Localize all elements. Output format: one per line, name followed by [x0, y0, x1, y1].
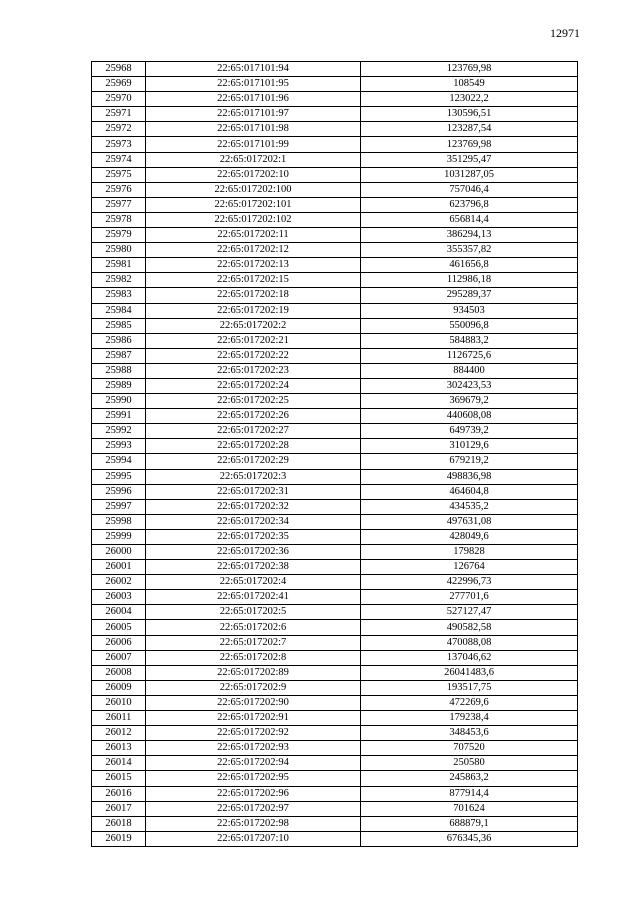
cadastral-value-cell: 348453,6 — [361, 726, 578, 741]
row-number-cell: 26001 — [92, 560, 146, 575]
cadastral-number-cell: 22:65:017101:99 — [146, 137, 361, 152]
cadastral-value-cell: 679219,2 — [361, 454, 578, 469]
cadastral-value-cell: 884400 — [361, 363, 578, 378]
table-row — [92, 711, 578, 726]
table-row — [92, 756, 578, 771]
cadastral-number-cell: 22:65:017202:96 — [146, 786, 361, 801]
row-number-cell: 25975 — [92, 167, 146, 182]
row-number-cell: 26009 — [92, 680, 146, 695]
table-row — [92, 92, 578, 107]
row-number-cell: 26017 — [92, 801, 146, 816]
cadastral-number-cell: 22:65:017202:6 — [146, 620, 361, 635]
cadastral-number-cell: 22:65:017202:102 — [146, 212, 361, 227]
row-number-cell: 25996 — [92, 484, 146, 499]
cadastral-number-cell: 22:65:017202:93 — [146, 741, 361, 756]
cadastral-number-cell: 22:65:017202:41 — [146, 590, 361, 605]
table-row — [92, 514, 578, 529]
table-row — [92, 469, 578, 484]
table-row — [92, 197, 578, 212]
table-row — [92, 560, 578, 575]
row-number-cell: 25988 — [92, 363, 146, 378]
cadastral-number-cell: 22:65:017202:100 — [146, 182, 361, 197]
row-number-cell: 25972 — [92, 122, 146, 137]
cadastral-number-cell: 22:65:017202:2 — [146, 318, 361, 333]
cadastral-number-cell: 22:65:017202:8 — [146, 650, 361, 665]
cadastral-number-cell: 22:65:017202:1 — [146, 152, 361, 167]
row-number-cell: 25968 — [92, 62, 146, 77]
cadastral-value-cell: 126764 — [361, 560, 578, 575]
table-row — [92, 650, 578, 665]
row-number-cell: 25989 — [92, 378, 146, 393]
cadastral-value-cell: 490582,58 — [361, 620, 578, 635]
row-number-cell: 25983 — [92, 288, 146, 303]
cadastral-number-cell: 22:65:017202:98 — [146, 816, 361, 831]
cadastral-number-cell: 22:65:017202:95 — [146, 771, 361, 786]
table-row — [92, 77, 578, 92]
cadastral-value-cell: 302423,53 — [361, 378, 578, 393]
table-row — [92, 816, 578, 831]
table-row — [92, 122, 578, 137]
table-row — [92, 484, 578, 499]
row-number-cell: 25987 — [92, 348, 146, 363]
cadastral-number-cell: 22:65:017202:94 — [146, 756, 361, 771]
row-number-cell: 25997 — [92, 499, 146, 514]
table-row — [92, 620, 578, 635]
cadastral-number-cell: 22:65:017202:9 — [146, 680, 361, 695]
cadastral-value-cell: 470088,08 — [361, 635, 578, 650]
table-row — [92, 590, 578, 605]
cadastral-value-cell: 584883,2 — [361, 333, 578, 348]
cadastral-number-cell: 22:65:017101:97 — [146, 107, 361, 122]
cadastral-value-cell: 1031287,05 — [361, 167, 578, 182]
cadastral-number-cell: 22:65:017202:24 — [146, 378, 361, 393]
cadastral-value-cell: 193517,75 — [361, 680, 578, 695]
table-row — [92, 212, 578, 227]
row-number-cell: 26013 — [92, 741, 146, 756]
table-row — [92, 695, 578, 710]
cadastral-value-cell: 877914,4 — [361, 786, 578, 801]
table-row — [92, 363, 578, 378]
cadastral-number-cell: 22:65:017202:13 — [146, 258, 361, 273]
row-number-cell: 25990 — [92, 394, 146, 409]
row-number-cell: 26002 — [92, 575, 146, 590]
cadastral-value-cell: 245863,2 — [361, 771, 578, 786]
cadastral-number-cell: 22:65:017202:26 — [146, 409, 361, 424]
row-number-cell: 26016 — [92, 786, 146, 801]
cadastral-value-cell: 112986,18 — [361, 273, 578, 288]
cadastral-value-cell: 1126725,6 — [361, 348, 578, 363]
cadastral-value-cell: 355357,82 — [361, 243, 578, 258]
row-number-cell: 26015 — [92, 771, 146, 786]
row-number-cell: 26011 — [92, 711, 146, 726]
table-row — [92, 137, 578, 152]
row-number-cell: 26003 — [92, 590, 146, 605]
row-number-cell: 25979 — [92, 228, 146, 243]
cadastral-value-cell: 250580 — [361, 756, 578, 771]
cadastral-number-cell: 22:65:017202:29 — [146, 454, 361, 469]
cadastral-value-cell: 108549 — [361, 77, 578, 92]
cadastral-number-cell: 22:65:017202:10 — [146, 167, 361, 182]
cadastral-value-cell: 701624 — [361, 801, 578, 816]
table-row — [92, 680, 578, 695]
cadastral-value-cell: 464604,8 — [361, 484, 578, 499]
row-number-cell: 25994 — [92, 454, 146, 469]
cadastral-value-cell: 688879,1 — [361, 816, 578, 831]
table-row — [92, 726, 578, 741]
cadastral-value-cell: 277701,6 — [361, 590, 578, 605]
row-number-cell: 26008 — [92, 665, 146, 680]
row-number-cell: 25974 — [92, 152, 146, 167]
table-row — [92, 394, 578, 409]
cadastral-value-cell: 295289,37 — [361, 288, 578, 303]
table-row — [92, 273, 578, 288]
cadastral-number-cell: 22:65:017202:36 — [146, 545, 361, 560]
cadastral-number-cell: 22:65:017202:12 — [146, 243, 361, 258]
cadastral-number-cell: 22:65:017202:19 — [146, 303, 361, 318]
cadastral-number-cell: 22:65:017202:15 — [146, 273, 361, 288]
row-number-cell: 26004 — [92, 605, 146, 620]
row-number-cell: 25977 — [92, 197, 146, 212]
table-row — [92, 424, 578, 439]
row-number-cell: 25986 — [92, 333, 146, 348]
table-row — [92, 605, 578, 620]
table-row — [92, 378, 578, 393]
table-row — [92, 167, 578, 182]
table-row — [92, 545, 578, 560]
row-number-cell: 26012 — [92, 726, 146, 741]
table-row — [92, 575, 578, 590]
cadastral-number-cell: 22:65:017101:95 — [146, 77, 361, 92]
table-row — [92, 182, 578, 197]
cadastral-value-cell: 527127,47 — [361, 605, 578, 620]
row-number-cell: 25981 — [92, 258, 146, 273]
table-row — [92, 499, 578, 514]
row-number-cell: 26014 — [92, 756, 146, 771]
cadastral-number-cell: 22:65:017202:22 — [146, 348, 361, 363]
cadastral-value-cell: 123022,2 — [361, 92, 578, 107]
table-body — [92, 62, 578, 847]
row-number-cell: 26019 — [92, 831, 146, 846]
cadastral-number-cell: 22:65:017101:96 — [146, 92, 361, 107]
table-row — [92, 288, 578, 303]
row-number-cell: 25980 — [92, 243, 146, 258]
table-row — [92, 333, 578, 348]
row-number-cell: 26010 — [92, 695, 146, 710]
cadastral-value-cell: 386294,13 — [361, 228, 578, 243]
table-row — [92, 303, 578, 318]
row-number-cell: 25973 — [92, 137, 146, 152]
row-number-cell: 25976 — [92, 182, 146, 197]
cadastral-number-cell: 22:65:017202:3 — [146, 469, 361, 484]
table-row — [92, 801, 578, 816]
cadastral-number-cell: 22:65:017101:98 — [146, 122, 361, 137]
cadastral-number-cell: 22:65:017202:25 — [146, 394, 361, 409]
cadastral-value-cell: 422996,73 — [361, 575, 578, 590]
cadastral-number-cell: 22:65:017207:10 — [146, 831, 361, 846]
cadastral-value-cell: 676345,36 — [361, 831, 578, 846]
row-number-cell: 25970 — [92, 92, 146, 107]
cadastral-value-cell: 26041483,6 — [361, 665, 578, 680]
table-row — [92, 318, 578, 333]
row-number-cell: 26007 — [92, 650, 146, 665]
table-row — [92, 635, 578, 650]
row-number-cell: 25982 — [92, 273, 146, 288]
cadastral-value-cell: 428049,6 — [361, 529, 578, 544]
cadastral-value-cell: 310129,6 — [361, 439, 578, 454]
cadastral-number-cell: 22:65:017202:5 — [146, 605, 361, 620]
cadastral-number-cell: 22:65:017202:34 — [146, 514, 361, 529]
cadastral-number-cell: 22:65:017202:4 — [146, 575, 361, 590]
table-row — [92, 228, 578, 243]
cadastral-number-cell: 22:65:017202:38 — [146, 560, 361, 575]
cadastral-value-cell: 130596,51 — [361, 107, 578, 122]
row-number-cell: 25999 — [92, 529, 146, 544]
cadastral-value-cell: 934503 — [361, 303, 578, 318]
row-number-cell: 25993 — [92, 439, 146, 454]
row-number-cell: 26006 — [92, 635, 146, 650]
cadastral-number-cell: 22:65:017202:31 — [146, 484, 361, 499]
row-number-cell: 25969 — [92, 77, 146, 92]
cadastral-value-cell: 649739,2 — [361, 424, 578, 439]
row-number-cell: 25991 — [92, 409, 146, 424]
cadastral-number-cell: 22:65:017202:7 — [146, 635, 361, 650]
table-row — [92, 348, 578, 363]
cadastral-value-cell: 179828 — [361, 545, 578, 560]
row-number-cell: 26000 — [92, 545, 146, 560]
table-row — [92, 243, 578, 258]
cadastral-number-cell: 22:65:017202:23 — [146, 363, 361, 378]
row-number-cell: 25992 — [92, 424, 146, 439]
table-row — [92, 454, 578, 469]
row-number-cell: 25984 — [92, 303, 146, 318]
table-row — [92, 409, 578, 424]
cadastral-value-cell: 137046,62 — [361, 650, 578, 665]
cadastral-value-cell: 123287,54 — [361, 122, 578, 137]
cadastral-value-cell: 498836,98 — [361, 469, 578, 484]
cadastral-value-table — [91, 61, 578, 847]
cadastral-number-cell: 22:65:017202:89 — [146, 665, 361, 680]
row-number-cell: 25971 — [92, 107, 146, 122]
cadastral-number-cell: 22:65:017202:91 — [146, 711, 361, 726]
table-row — [92, 529, 578, 544]
cadastral-number-cell: 22:65:017202:21 — [146, 333, 361, 348]
cadastral-number-cell: 22:65:017101:94 — [146, 62, 361, 77]
cadastral-value-cell: 757046,4 — [361, 182, 578, 197]
cadastral-value-cell: 461656,8 — [361, 258, 578, 273]
row-number-cell: 25985 — [92, 318, 146, 333]
cadastral-value-cell: 369679,2 — [361, 394, 578, 409]
table-row — [92, 786, 578, 801]
cadastral-number-cell: 22:65:017202:97 — [146, 801, 361, 816]
cadastral-value-cell: 123769,98 — [361, 62, 578, 77]
cadastral-value-cell: 497631,08 — [361, 514, 578, 529]
cadastral-value-cell: 656814,4 — [361, 212, 578, 227]
table-row — [92, 152, 578, 167]
table-row — [92, 62, 578, 77]
cadastral-number-cell: 22:65:017202:28 — [146, 439, 361, 454]
page-number: 12971 — [550, 26, 580, 40]
row-number-cell: 25978 — [92, 212, 146, 227]
table-row — [92, 665, 578, 680]
cadastral-value-cell: 440608,08 — [361, 409, 578, 424]
cadastral-number-cell: 22:65:017202:101 — [146, 197, 361, 212]
cadastral-value-cell: 434535,2 — [361, 499, 578, 514]
cadastral-number-cell: 22:65:017202:32 — [146, 499, 361, 514]
table-row — [92, 258, 578, 273]
cadastral-number-cell: 22:65:017202:35 — [146, 529, 361, 544]
table-row — [92, 741, 578, 756]
cadastral-value-cell: 351295,47 — [361, 152, 578, 167]
cadastral-number-cell: 22:65:017202:92 — [146, 726, 361, 741]
cadastral-value-cell: 550096,8 — [361, 318, 578, 333]
cadastral-value-cell: 123769,98 — [361, 137, 578, 152]
cadastral-number-cell: 22:65:017202:11 — [146, 228, 361, 243]
cadastral-value-cell: 472269,6 — [361, 695, 578, 710]
cadastral-value-cell: 179238,4 — [361, 711, 578, 726]
row-number-cell: 26018 — [92, 816, 146, 831]
row-number-cell: 25995 — [92, 469, 146, 484]
cadastral-number-cell: 22:65:017202:18 — [146, 288, 361, 303]
table-row — [92, 107, 578, 122]
table-row — [92, 831, 578, 846]
row-number-cell: 25998 — [92, 514, 146, 529]
cadastral-value-cell: 707520 — [361, 741, 578, 756]
cadastral-number-cell: 22:65:017202:27 — [146, 424, 361, 439]
table-row — [92, 439, 578, 454]
row-number-cell: 26005 — [92, 620, 146, 635]
cadastral-number-cell: 22:65:017202:90 — [146, 695, 361, 710]
table-row — [92, 771, 578, 786]
cadastral-value-cell: 623796,8 — [361, 197, 578, 212]
